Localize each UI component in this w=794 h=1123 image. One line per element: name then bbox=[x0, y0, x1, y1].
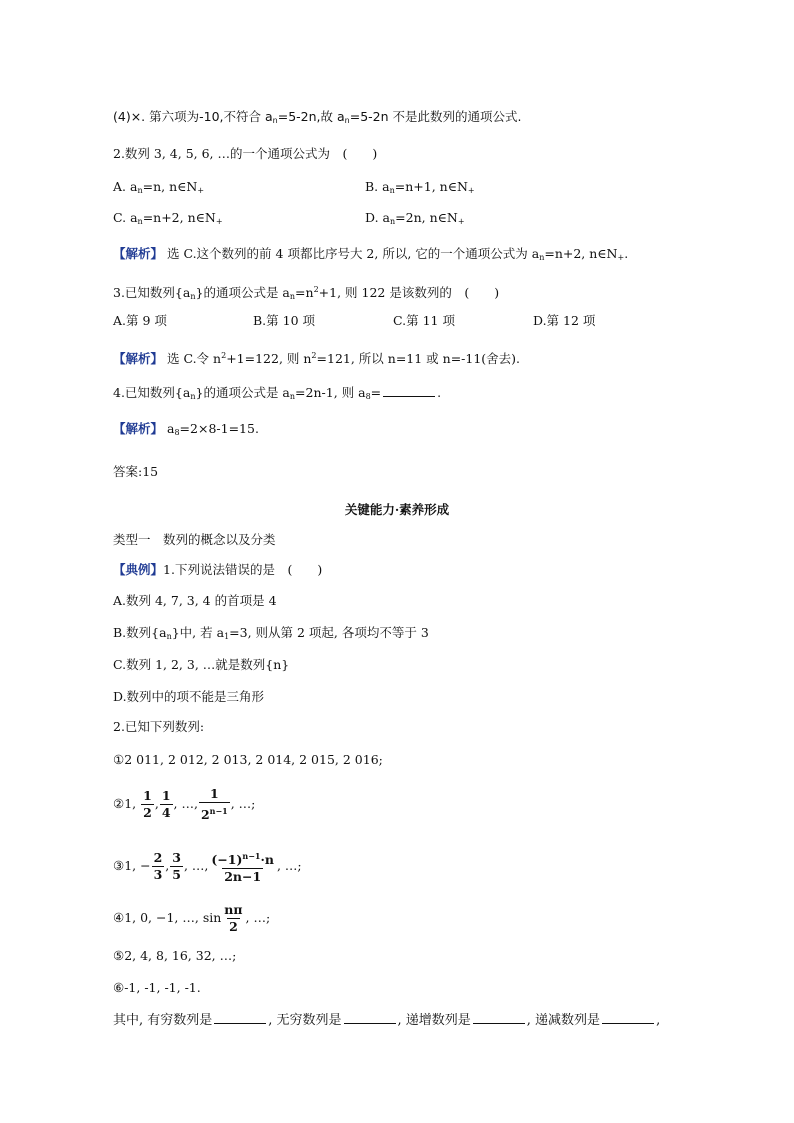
example-option-d: D.数列中的项不能是三角形 bbox=[113, 689, 265, 704]
q3-option-d: D.第 12 项 bbox=[533, 313, 596, 328]
sequence-4: ④1, 0, −1, …, sin $\frac{n\pi}{2}$ , …; bbox=[113, 902, 271, 934]
sequence-6: ⑥-1, -1, -1, -1. bbox=[113, 980, 201, 995]
fraction: $\frac{1}{2}$ bbox=[143, 788, 152, 820]
example-tag: 【典例】 bbox=[113, 562, 164, 577]
answer-blank[interactable] bbox=[344, 1011, 396, 1024]
sequence-5: ⑤2, 4, 8, 16, 32, …; bbox=[113, 948, 237, 963]
prev-solution-line: (4)×. 第六项为-10,不符合 $a_n=5-2n$,故 $a_n=5-2n$ 不是此数列的通项公式. bbox=[113, 109, 522, 125]
q2b-final-line: 其中, 有穷数列是 , 无穷数列是 , 递增数列是 , 递减数列是 , bbox=[113, 1013, 661, 1028]
q2b-stem: 2.已知下列数列: bbox=[113, 719, 205, 734]
answer-blank[interactable] bbox=[383, 384, 435, 397]
type-heading: 类型一 数列的概念以及分类 bbox=[113, 532, 276, 547]
q2-option-a: A. $a_n=n$, $n\in N_+$ bbox=[113, 179, 205, 195]
sequence-1: ①2 011, 2 012, 2 013, 2 014, 2 015, 2 016; bbox=[113, 752, 383, 767]
answer-blank[interactable] bbox=[214, 1011, 266, 1024]
q3-solution: 【解析】 选 C.令 $n^2+1=122$, 则 $n^2=121$, 所以 n=11 或 n=-11(舍去). bbox=[113, 351, 521, 366]
answer-blank[interactable] bbox=[602, 1011, 654, 1024]
q4-solution: 【解析】 $a_8=2\times 8-1=15$. bbox=[113, 421, 259, 437]
solution-tag: 【解析】 bbox=[113, 421, 164, 436]
q3-option-c: C.第 11 项 bbox=[393, 313, 455, 328]
fraction: $\frac{1}{4}$ bbox=[161, 788, 171, 820]
q2-option-c: C. $a_n=n+2$, $n\in N_+$ bbox=[113, 210, 223, 226]
answer-blank[interactable] bbox=[473, 1011, 525, 1024]
fraction: $\frac{2}{3}$ bbox=[153, 850, 163, 882]
solution-tag: 【解析】 bbox=[113, 246, 164, 261]
section-title: 关键能力·素养形成 bbox=[344, 502, 450, 517]
fraction: $\frac{n\pi}{2}$ bbox=[224, 902, 243, 934]
sequence-3: ③1, − $\frac{2}{3}$ , $\frac{3}{5}$ , …, $\frac{(-1)^{n-1}\cdot n}{2n-1}$ , …; bbox=[113, 850, 302, 884]
example-stem: 【典例】1.下列说法错误的是 ( ) bbox=[113, 562, 323, 577]
answer-line: 答案:15 bbox=[113, 464, 159, 479]
q2-stem: 2.数列 3, 4, 5, 6, …的一个通项公式为 ( ) bbox=[113, 146, 378, 161]
example-option-c: C.数列 1, 2, 3, …就是数列{n} bbox=[113, 657, 290, 672]
q3-option-a: A.第 9 项 bbox=[113, 313, 167, 328]
fraction: $\frac{3}{5}$ bbox=[172, 850, 181, 882]
q2-option-b: B. $a_n=n+1$, $n\in N_+$ bbox=[365, 179, 475, 195]
q2-solution: 【解析】 选 C.这个数列的前 4 项都比序号大 2, 所以, 它的一个通项公式为 $a_n=n+2$, $n\in N_+$. bbox=[113, 246, 629, 262]
example-option-b: B.数列$\{a_n\}$中, 若 $a_1=3$, 则从第 2 项起, 各项均不等于 3 bbox=[113, 625, 429, 641]
q2-option-d: D. $a_n=2n$, $n\in N_+$ bbox=[365, 210, 465, 226]
example-option-a: A.数列 4, 7, 3, 4 的首项是 4 bbox=[113, 593, 277, 608]
q4-stem: 4.已知数列$\{a_n\}$的通项公式是 $a_n=2n-1$, 则 $a_8=$ . bbox=[113, 385, 442, 401]
q3-stem: 3.已知数列$\{a_n\}$的通项公式是 $a_n=n^2+1$, 则 122 是该数列的 ( ) bbox=[113, 285, 500, 301]
q3-option-b: B.第 10 项 bbox=[253, 313, 316, 328]
solution-tag: 【解析】 bbox=[113, 351, 164, 366]
sequence-2: ②1, $\frac{1}{2}$ , $\frac{1}{4}$ , …, $\frac{1}{2^{n-1}}$ , …; bbox=[113, 786, 256, 822]
fraction: $\frac{1}{2^{n-1}}$ bbox=[200, 786, 228, 822]
fraction: $\frac{(-1)^{n-1}\cdot n}{2n-1}$ bbox=[211, 851, 274, 884]
